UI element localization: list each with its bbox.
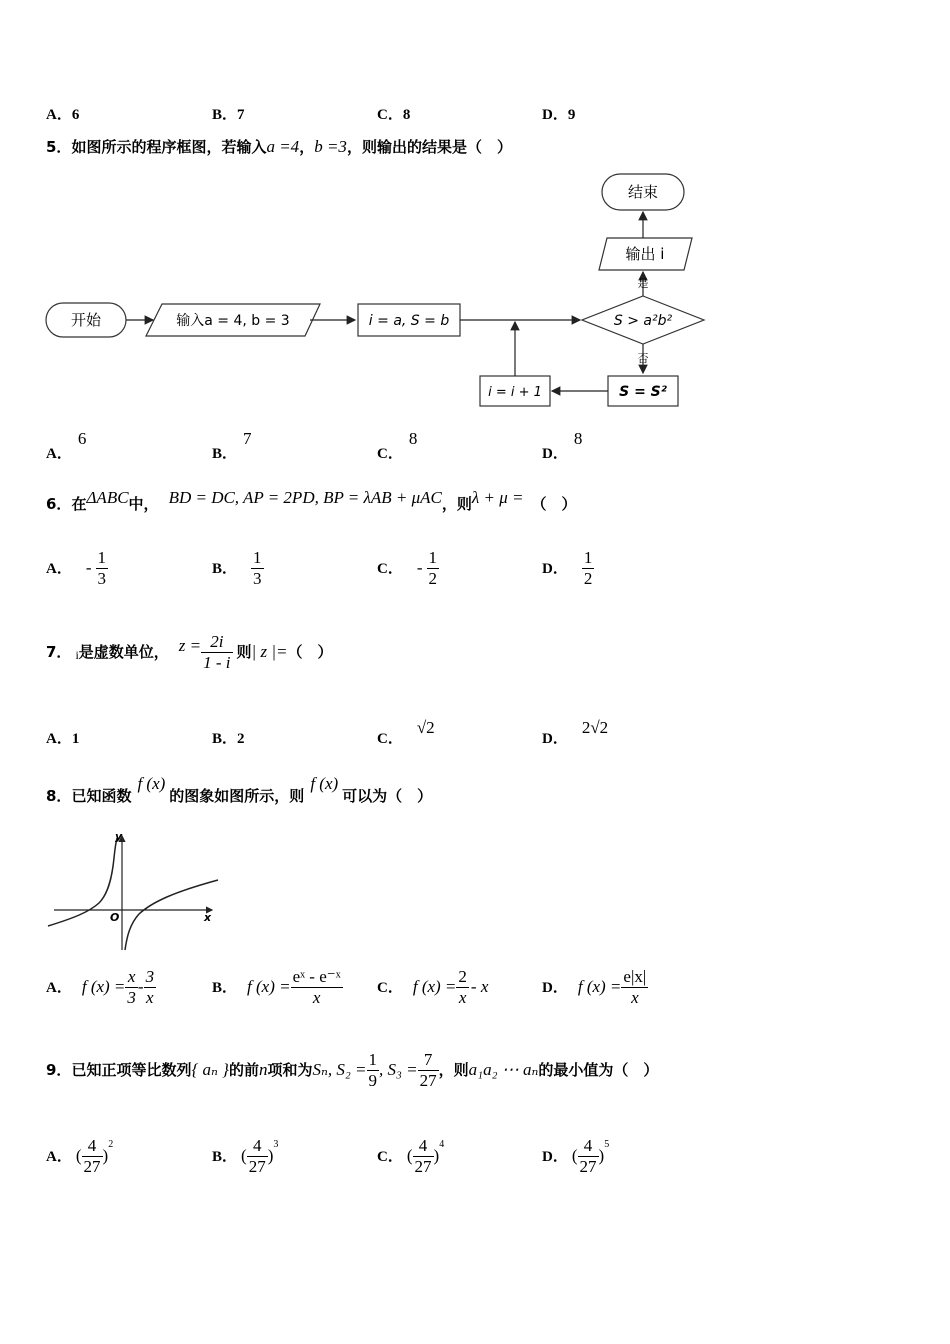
q9-option-b-exp: 3	[273, 1139, 279, 1150]
q7-stem	[46, 632, 333, 673]
q7-i: i	[75, 648, 79, 662]
q8-x-label: x	[204, 911, 212, 924]
q9-text-5: 的最小值为（ ）	[538, 1061, 659, 1079]
q8-option-a-lhs: f (x) =	[81, 977, 126, 996]
q7-text-2: 则	[236, 643, 252, 661]
q8-option-a-frac1	[125, 967, 138, 1008]
q5-a-value: a =4	[266, 137, 300, 156]
q9-option-d-exp: 5	[604, 1139, 610, 1150]
q8-stem	[46, 774, 433, 806]
q9-option-d-frac	[578, 1136, 599, 1177]
q6-option-d-num: 1	[583, 548, 593, 567]
q6-option-d	[542, 548, 594, 589]
flow-square-label: S = S²	[619, 384, 667, 400]
q5-flowchart	[40, 168, 720, 413]
q8-text-1: 已知函数	[71, 787, 132, 805]
q8-option-c-num: 2	[458, 967, 467, 986]
q4-option-b	[212, 103, 245, 124]
q6-option-c-label: C．	[377, 561, 403, 577]
q7-option-a-label: A．	[46, 731, 72, 747]
q9-option-b-label: B．	[212, 1149, 238, 1165]
q9-option-b: B． ( $\frac{4}{27}$ )$^3$	[212, 1136, 279, 1176]
q8-text-2: 的图象如图所示，则	[169, 787, 305, 805]
q4-option-d	[542, 103, 575, 124]
q9-option-c: C． ( $\frac{4}{27}$ )$^4$	[377, 1136, 445, 1176]
q5-stem	[46, 136, 512, 157]
q8-option-c-label: C．	[377, 980, 403, 996]
q8-option-a-label: A．	[46, 980, 72, 996]
q4-option-a-label: A．	[46, 107, 72, 123]
q5-text-after: ，则输出的结果是（ ）	[346, 138, 512, 156]
q5-option-a-label: A．	[46, 446, 72, 462]
q4-option-a-value: 6	[71, 107, 80, 123]
q9-option-a-label: A．	[46, 1149, 72, 1165]
q5-option-a	[46, 428, 87, 462]
flow-yes-label: 是	[637, 277, 649, 290]
q4-option-c-label: C．	[377, 107, 403, 123]
q5-option-b	[212, 428, 252, 462]
q5-option-d	[542, 428, 583, 462]
q8-y-label: y	[115, 830, 123, 843]
q4-option-c	[377, 103, 410, 124]
q6-option-c	[377, 548, 439, 589]
q8-number: 8．	[46, 787, 72, 805]
flow-condition-label: S > a²b²	[613, 313, 673, 329]
q9-option-a-den: 27	[83, 1157, 101, 1176]
q7-option-b	[212, 717, 245, 747]
q6-option-c-num: 1	[428, 548, 438, 567]
q8-f1: f (x)	[137, 774, 166, 793]
q5-option-c-value: 8	[408, 429, 418, 448]
q9-option-d-den: 27	[579, 1157, 597, 1176]
flow-end-label: 结束	[627, 183, 659, 201]
q9-sequence: { aₙ }	[191, 1060, 229, 1079]
q8-option-d-lhs: f (x) =	[577, 977, 622, 996]
q7-fraction	[201, 632, 232, 673]
q9-frac-2	[418, 1050, 439, 1091]
q7-option-a	[46, 717, 80, 747]
q8-option-d	[542, 967, 648, 1008]
q6-text-4: （ ）	[531, 495, 577, 513]
q6-option-b	[212, 548, 264, 589]
q7-abs: | z |=	[251, 642, 288, 661]
q6-option-a-den: 3	[97, 569, 107, 588]
q9-option-c-frac	[413, 1136, 434, 1177]
q9-option-c-den: 27	[414, 1157, 432, 1176]
q6-option-b-num: 1	[253, 548, 262, 567]
q8-option-a-frac2	[144, 967, 157, 1008]
q4-option-d-label: D．	[542, 107, 568, 123]
q7-text-3: （ ）	[287, 643, 333, 661]
q9-option-b-den: 27	[248, 1157, 266, 1176]
q6-option-a-label: A．	[46, 561, 72, 577]
q8-option-b-lhs: f (x) =	[247, 977, 291, 996]
q6-option-b-fraction	[251, 548, 264, 589]
q9-option-a: A． ( $\frac{4}{27}$ )$^2$	[46, 1136, 114, 1176]
q4-option-d-value: 9	[567, 107, 576, 123]
q5-text-before: 如图所示的程序框图，若输入	[71, 138, 267, 156]
q8-option-d-label: D．	[542, 980, 568, 996]
q7-option-d-value: 2√2	[581, 718, 609, 737]
q8-option-b-frac	[291, 967, 343, 1008]
q6-condition: BD = DC, AP = 2PD, BP = λAB + μAC	[168, 488, 442, 507]
q9-text-2: 的前	[228, 1061, 259, 1079]
q9-product: a₁a₂ ⋯ aₙ	[468, 1060, 539, 1079]
q9-option-a-num: 4	[82, 1136, 103, 1157]
flow-no-label: 否	[637, 352, 649, 365]
q9-option-a-exp: 2	[108, 1139, 114, 1150]
q7-number: 7．	[46, 643, 72, 661]
q6-stem	[46, 488, 577, 514]
q6-expression: λ + μ =	[471, 488, 524, 507]
q9-frac-1-den: 9	[368, 1071, 378, 1090]
q9-option-d-num: 4	[578, 1136, 599, 1157]
q6-triangle: ΔABC	[86, 488, 129, 507]
q6-option-c-sign: -	[416, 558, 423, 577]
q9-s-part: Sₙ, S₂ =	[312, 1060, 367, 1079]
q8-option-a-d2: x	[146, 988, 154, 1007]
q9-stem	[46, 1050, 658, 1091]
q9-option-b-num: 4	[247, 1136, 268, 1157]
q6-option-a	[46, 548, 108, 589]
flow-start-label: 开始	[70, 311, 102, 329]
q8-curve-left	[48, 838, 120, 926]
q9-option-c-num: 4	[413, 1136, 434, 1157]
q9-frac-1-num: 1	[368, 1050, 378, 1069]
q6-text-2: 中，	[128, 495, 159, 513]
q7-option-c	[377, 717, 435, 747]
q8-graph	[44, 828, 224, 952]
q8-option-d-den: x	[631, 988, 639, 1007]
q7-frac-den: 1 - i	[203, 653, 231, 672]
q5-option-c	[377, 428, 418, 462]
q9-option-a-frac	[82, 1136, 103, 1177]
q6-option-a-num: 1	[97, 548, 107, 567]
q8-option-c-den: x	[458, 988, 467, 1007]
q8-option-d-num: e|x|	[623, 967, 647, 986]
q9-s3: , S₃ =	[379, 1060, 418, 1079]
q7-option-c-label: C．	[377, 731, 403, 747]
q8-option-c-tail: - x	[470, 977, 489, 996]
q4-option-c-value: 8	[402, 107, 411, 123]
q8-option-b	[212, 967, 343, 1008]
q8-option-a-n1: x	[125, 967, 138, 988]
q9-option-d: D． ( $\frac{4}{27}$ )$^5$	[542, 1136, 610, 1176]
q5-option-d-label: D．	[542, 446, 568, 462]
q9-option-c-exp: 4	[439, 1139, 445, 1150]
q6-option-b-den: 3	[253, 569, 262, 588]
q9-n: n	[258, 1060, 268, 1079]
q6-option-a-fraction	[96, 548, 109, 589]
q8-option-b-label: B．	[212, 980, 238, 996]
q6-option-b-label: B．	[212, 561, 238, 577]
q7-frac-num: 2i	[201, 632, 232, 653]
flow-assign-label: i = a, S = b	[368, 313, 450, 329]
q7-option-c-value: √2	[416, 718, 435, 737]
q5-b-value: b =3	[314, 137, 347, 156]
q5-option-b-label: B．	[212, 446, 238, 462]
q9-option-b-frac	[247, 1136, 268, 1177]
q9-frac-2-num: 7	[418, 1050, 439, 1071]
q7-z-eq: z =	[178, 636, 202, 655]
q8-text-3: 可以为（ ）	[342, 787, 433, 805]
q4-option-b-label: B．	[212, 107, 238, 123]
q7-option-b-label: B．	[212, 731, 238, 747]
q9-frac-1	[367, 1050, 380, 1091]
q6-option-c-fraction	[427, 548, 440, 589]
q6-option-d-label: D．	[542, 561, 568, 577]
q5-option-d-value: 8	[573, 429, 583, 448]
q6-text-1: 在	[71, 495, 87, 513]
q5-number: 5．	[46, 138, 72, 156]
q7-option-a-value: 1	[71, 731, 80, 747]
q9-number: 9．	[46, 1061, 72, 1079]
q8-option-a-op: -	[137, 977, 144, 996]
q8-option-d-frac	[621, 967, 648, 1008]
q8-option-c-frac	[456, 967, 469, 1008]
q9-text-3: 项和为	[267, 1061, 313, 1079]
q6-option-d-fraction	[582, 548, 595, 589]
q9-text-4: ，则	[438, 1061, 469, 1079]
q9-text-1: 已知正项等比数列	[71, 1061, 192, 1079]
q8-option-c	[377, 967, 488, 1008]
q5-option-b-value: 7	[243, 429, 252, 448]
q6-option-a-sign: -	[85, 558, 92, 577]
q9-option-c-label: C．	[377, 1149, 403, 1165]
q8-origin-label: O	[110, 911, 120, 924]
q8-f2: f (x)	[310, 774, 339, 793]
q4-option-a	[46, 103, 79, 124]
q7-option-d-label: D．	[542, 731, 568, 747]
q9-option-d-label: D．	[542, 1149, 568, 1165]
q7-text-1: 是虚数单位，	[78, 643, 169, 661]
q6-option-c-den: 2	[428, 569, 438, 588]
q9-frac-2-den: 27	[419, 1071, 437, 1090]
q7-option-d	[542, 717, 609, 747]
q5-option-c-label: C．	[377, 446, 403, 462]
q4-option-b-value: 7	[237, 107, 245, 123]
q8-option-a-n2: 3	[145, 967, 155, 986]
q8-option-a-d1: 3	[127, 988, 136, 1007]
q6-number: 6．	[46, 495, 72, 513]
q5-option-a-value: 6	[77, 429, 87, 448]
q8-option-b-num: eˣ - e⁻ˣ	[292, 967, 341, 986]
q6-option-d-den: 2	[583, 569, 593, 588]
flow-input-label: 输入a = 4, b = 3	[176, 313, 290, 329]
q6-text-3: ，则	[441, 495, 472, 513]
q8-option-c-lhs: f (x) =	[412, 977, 457, 996]
q7-option-b-value: 2	[237, 731, 245, 747]
q8-option-a	[46, 967, 156, 1008]
flow-output-label: 输出 i	[625, 245, 665, 263]
q8-option-b-den: x	[312, 988, 321, 1007]
flow-increment-label: i = i + 1	[488, 385, 542, 400]
q5-sep: ，	[299, 138, 315, 156]
